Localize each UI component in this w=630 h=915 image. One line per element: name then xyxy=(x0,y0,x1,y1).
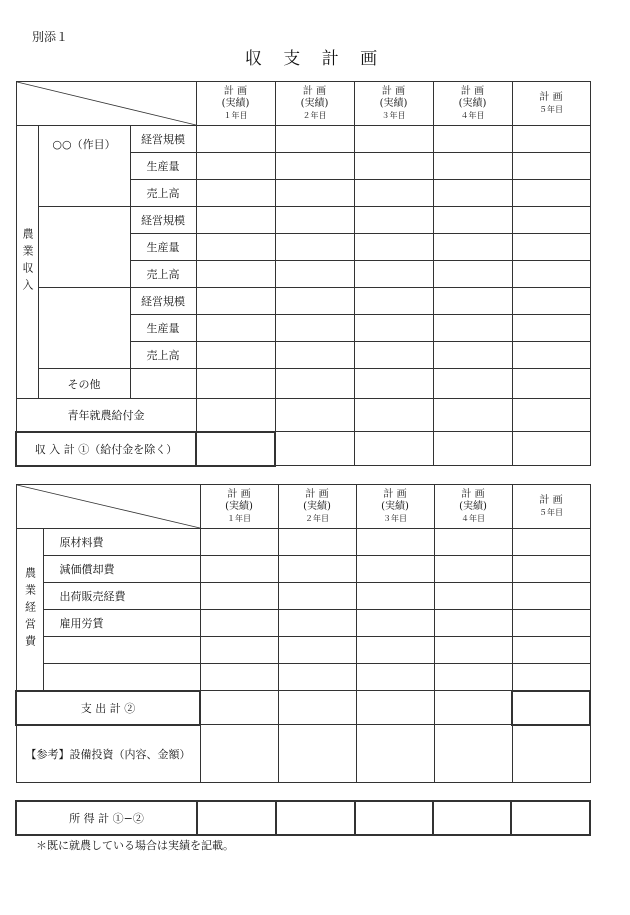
value-cell[interactable] xyxy=(354,315,433,342)
value-cell[interactable] xyxy=(356,556,434,583)
value-cell[interactable] xyxy=(196,180,275,207)
value-cell[interactable] xyxy=(512,315,590,342)
value-cell[interactable] xyxy=(434,529,512,556)
value-cell[interactable] xyxy=(512,610,590,637)
value-cell[interactable] xyxy=(433,261,512,288)
value-cell[interactable] xyxy=(512,637,590,664)
value-cell[interactable] xyxy=(433,369,512,399)
metric-label: 経営規模 xyxy=(130,126,196,153)
value-cell[interactable] xyxy=(200,556,278,583)
value-cell[interactable] xyxy=(512,432,590,466)
value-cell[interactable] xyxy=(278,691,356,725)
value-cell[interactable] xyxy=(512,207,590,234)
expense-section-label: 農業経営費 xyxy=(16,529,43,691)
other-label: その他 xyxy=(38,369,130,399)
page-title: 収 支 計 画 xyxy=(244,49,386,69)
value-cell[interactable] xyxy=(354,342,433,369)
value-cell[interactable] xyxy=(278,637,356,664)
metric-label: 経営規模 xyxy=(130,207,196,234)
header-diagonal-cell xyxy=(16,82,196,126)
value-cell[interactable] xyxy=(512,153,590,180)
value-cell[interactable] xyxy=(433,234,512,261)
value-cell[interactable] xyxy=(196,432,275,466)
value-cell[interactable] xyxy=(276,801,355,835)
value-cell[interactable] xyxy=(354,432,433,466)
expense-table xyxy=(15,484,591,783)
value-cell[interactable] xyxy=(512,288,590,315)
value-cell[interactable] xyxy=(512,583,590,610)
value-cell[interactable] xyxy=(354,288,433,315)
value-cell[interactable] xyxy=(433,342,512,369)
expense-item-label[interactable] xyxy=(43,637,200,664)
value-cell[interactable] xyxy=(354,369,433,399)
value-cell[interactable] xyxy=(433,153,512,180)
expense-item-label: 原材料費 xyxy=(43,529,200,556)
value-cell[interactable] xyxy=(434,637,512,664)
crop-cell-blank[interactable] xyxy=(38,288,130,369)
value-cell[interactable] xyxy=(356,664,434,691)
value-cell[interactable] xyxy=(434,556,512,583)
year-header: 計 画 ５年目 xyxy=(512,485,590,529)
value-cell[interactable] xyxy=(200,583,278,610)
metric-label: 生産量 xyxy=(130,315,196,342)
value-cell[interactable] xyxy=(511,801,590,835)
value-cell[interactable] xyxy=(196,342,275,369)
value-cell[interactable] xyxy=(200,637,278,664)
value-cell[interactable] xyxy=(275,180,354,207)
income-total-label: 収 入 計 ①（給付金を除く） xyxy=(16,432,196,466)
subsidy-label: 青年就農給付金 xyxy=(16,399,196,432)
value-cell[interactable] xyxy=(512,369,590,399)
year-header: 計 画 ５年目 xyxy=(512,82,590,126)
value-cell[interactable] xyxy=(512,399,590,432)
value-cell[interactable] xyxy=(356,610,434,637)
value-cell[interactable] xyxy=(512,261,590,288)
value-cell[interactable] xyxy=(355,801,433,835)
value-cell[interactable] xyxy=(278,725,356,783)
crop-cell-blank[interactable] xyxy=(38,207,130,288)
value-cell[interactable] xyxy=(354,180,433,207)
metric-label: 生産量 xyxy=(130,153,196,180)
value-cell[interactable] xyxy=(278,556,356,583)
value-cell[interactable] xyxy=(196,369,275,399)
value-cell[interactable] xyxy=(275,234,354,261)
value-cell[interactable] xyxy=(196,153,275,180)
year-header: 計 画 (実績) １年目 xyxy=(200,485,278,529)
value-cell[interactable] xyxy=(434,664,512,691)
value-cell[interactable] xyxy=(433,315,512,342)
value-cell[interactable] xyxy=(197,801,276,835)
value-cell[interactable] xyxy=(356,637,434,664)
value-cell[interactable] xyxy=(275,342,354,369)
value-cell[interactable] xyxy=(356,583,434,610)
value-cell[interactable] xyxy=(512,126,590,153)
value-cell[interactable] xyxy=(512,529,590,556)
income-table xyxy=(15,81,591,467)
crop-label: ○○（作目） xyxy=(38,126,130,207)
value-cell[interactable] xyxy=(433,126,512,153)
metric-label: 売上高 xyxy=(130,180,196,207)
net-income-table xyxy=(15,800,591,836)
value-cell[interactable] xyxy=(278,583,356,610)
value-cell[interactable] xyxy=(356,691,434,725)
expense-item-label[interactable] xyxy=(43,664,200,691)
value-cell[interactable] xyxy=(196,126,275,153)
value-cell[interactable] xyxy=(275,153,354,180)
value-cell[interactable] xyxy=(200,610,278,637)
value-cell[interactable] xyxy=(275,369,354,399)
value-cell[interactable] xyxy=(354,153,433,180)
value-cell[interactable] xyxy=(433,180,512,207)
value-cell[interactable] xyxy=(512,342,590,369)
value-cell[interactable] xyxy=(433,288,512,315)
value-cell[interactable] xyxy=(356,529,434,556)
value-cell[interactable] xyxy=(433,399,512,432)
reference-label: 【参考】設備投資（内容、金額） xyxy=(16,725,200,783)
expense-item-label: 雇用労賃 xyxy=(43,610,200,637)
value-cell[interactable] xyxy=(275,126,354,153)
year-header: 計 画 (実績) ２年目 xyxy=(275,82,354,126)
value-cell[interactable] xyxy=(275,261,354,288)
value-cell[interactable] xyxy=(512,725,590,783)
value-cell[interactable] xyxy=(512,180,590,207)
value-cell[interactable] xyxy=(275,288,354,315)
value-cell[interactable] xyxy=(196,207,275,234)
income-section-label: 農業収入 xyxy=(16,126,38,399)
value-cell[interactable] xyxy=(275,399,354,432)
value-cell[interactable] xyxy=(278,664,356,691)
metric-label: 売上高 xyxy=(130,342,196,369)
value-cell[interactable] xyxy=(354,399,433,432)
value-cell[interactable] xyxy=(433,207,512,234)
value-cell[interactable] xyxy=(200,529,278,556)
other-blank-cell[interactable] xyxy=(130,369,196,399)
expense-item-label: 出荷販売経費 xyxy=(43,583,200,610)
value-cell[interactable] xyxy=(433,432,512,466)
header-diagonal-cell xyxy=(16,485,200,529)
year-header: 計 画 (実績) ３年目 xyxy=(354,82,433,126)
value-cell[interactable] xyxy=(354,126,433,153)
value-cell[interactable] xyxy=(434,725,512,783)
metric-label: 生産量 xyxy=(130,234,196,261)
net-income-label: 所 得 計 ①−② xyxy=(16,801,197,835)
year-header: 計 画 (実績) ４年目 xyxy=(434,485,512,529)
attachment-label: 別添１ xyxy=(32,30,69,44)
value-cell[interactable] xyxy=(278,529,356,556)
value-cell[interactable] xyxy=(200,725,278,783)
value-cell[interactable] xyxy=(200,691,278,725)
value-cell[interactable] xyxy=(275,432,354,466)
value-cell[interactable] xyxy=(434,583,512,610)
value-cell[interactable] xyxy=(275,207,354,234)
footnote: ＊既に就農している場合は実績を記載。 xyxy=(36,839,234,852)
value-cell[interactable] xyxy=(356,725,434,783)
value-cell[interactable] xyxy=(196,399,275,432)
value-cell[interactable] xyxy=(354,207,433,234)
year-header: 計 画 (実績) ２年目 xyxy=(278,485,356,529)
value-cell[interactable] xyxy=(278,610,356,637)
expense-item-label: 減価償却費 xyxy=(43,556,200,583)
value-cell[interactable] xyxy=(434,691,512,725)
year-header: 計 画 (実績) ３年目 xyxy=(356,485,434,529)
value-cell[interactable] xyxy=(196,234,275,261)
value-cell[interactable] xyxy=(200,664,278,691)
metric-label: 経営規模 xyxy=(130,288,196,315)
value-cell[interactable] xyxy=(512,556,590,583)
value-cell[interactable] xyxy=(433,801,511,835)
value-cell[interactable] xyxy=(354,261,433,288)
value-cell[interactable] xyxy=(196,288,275,315)
year-header: 計 画 (実績) １年目 xyxy=(196,82,275,126)
value-cell[interactable] xyxy=(512,664,590,691)
value-cell[interactable] xyxy=(354,234,433,261)
metric-label: 売上高 xyxy=(130,261,196,288)
value-cell[interactable] xyxy=(196,261,275,288)
value-cell[interactable] xyxy=(275,315,354,342)
value-cell[interactable] xyxy=(434,610,512,637)
year-header: 計 画 (実績) ４年目 xyxy=(433,82,512,126)
value-cell[interactable] xyxy=(196,315,275,342)
value-cell[interactable] xyxy=(512,234,590,261)
expense-total-label: 支 出 計 ② xyxy=(16,691,200,725)
value-cell[interactable] xyxy=(512,691,590,725)
